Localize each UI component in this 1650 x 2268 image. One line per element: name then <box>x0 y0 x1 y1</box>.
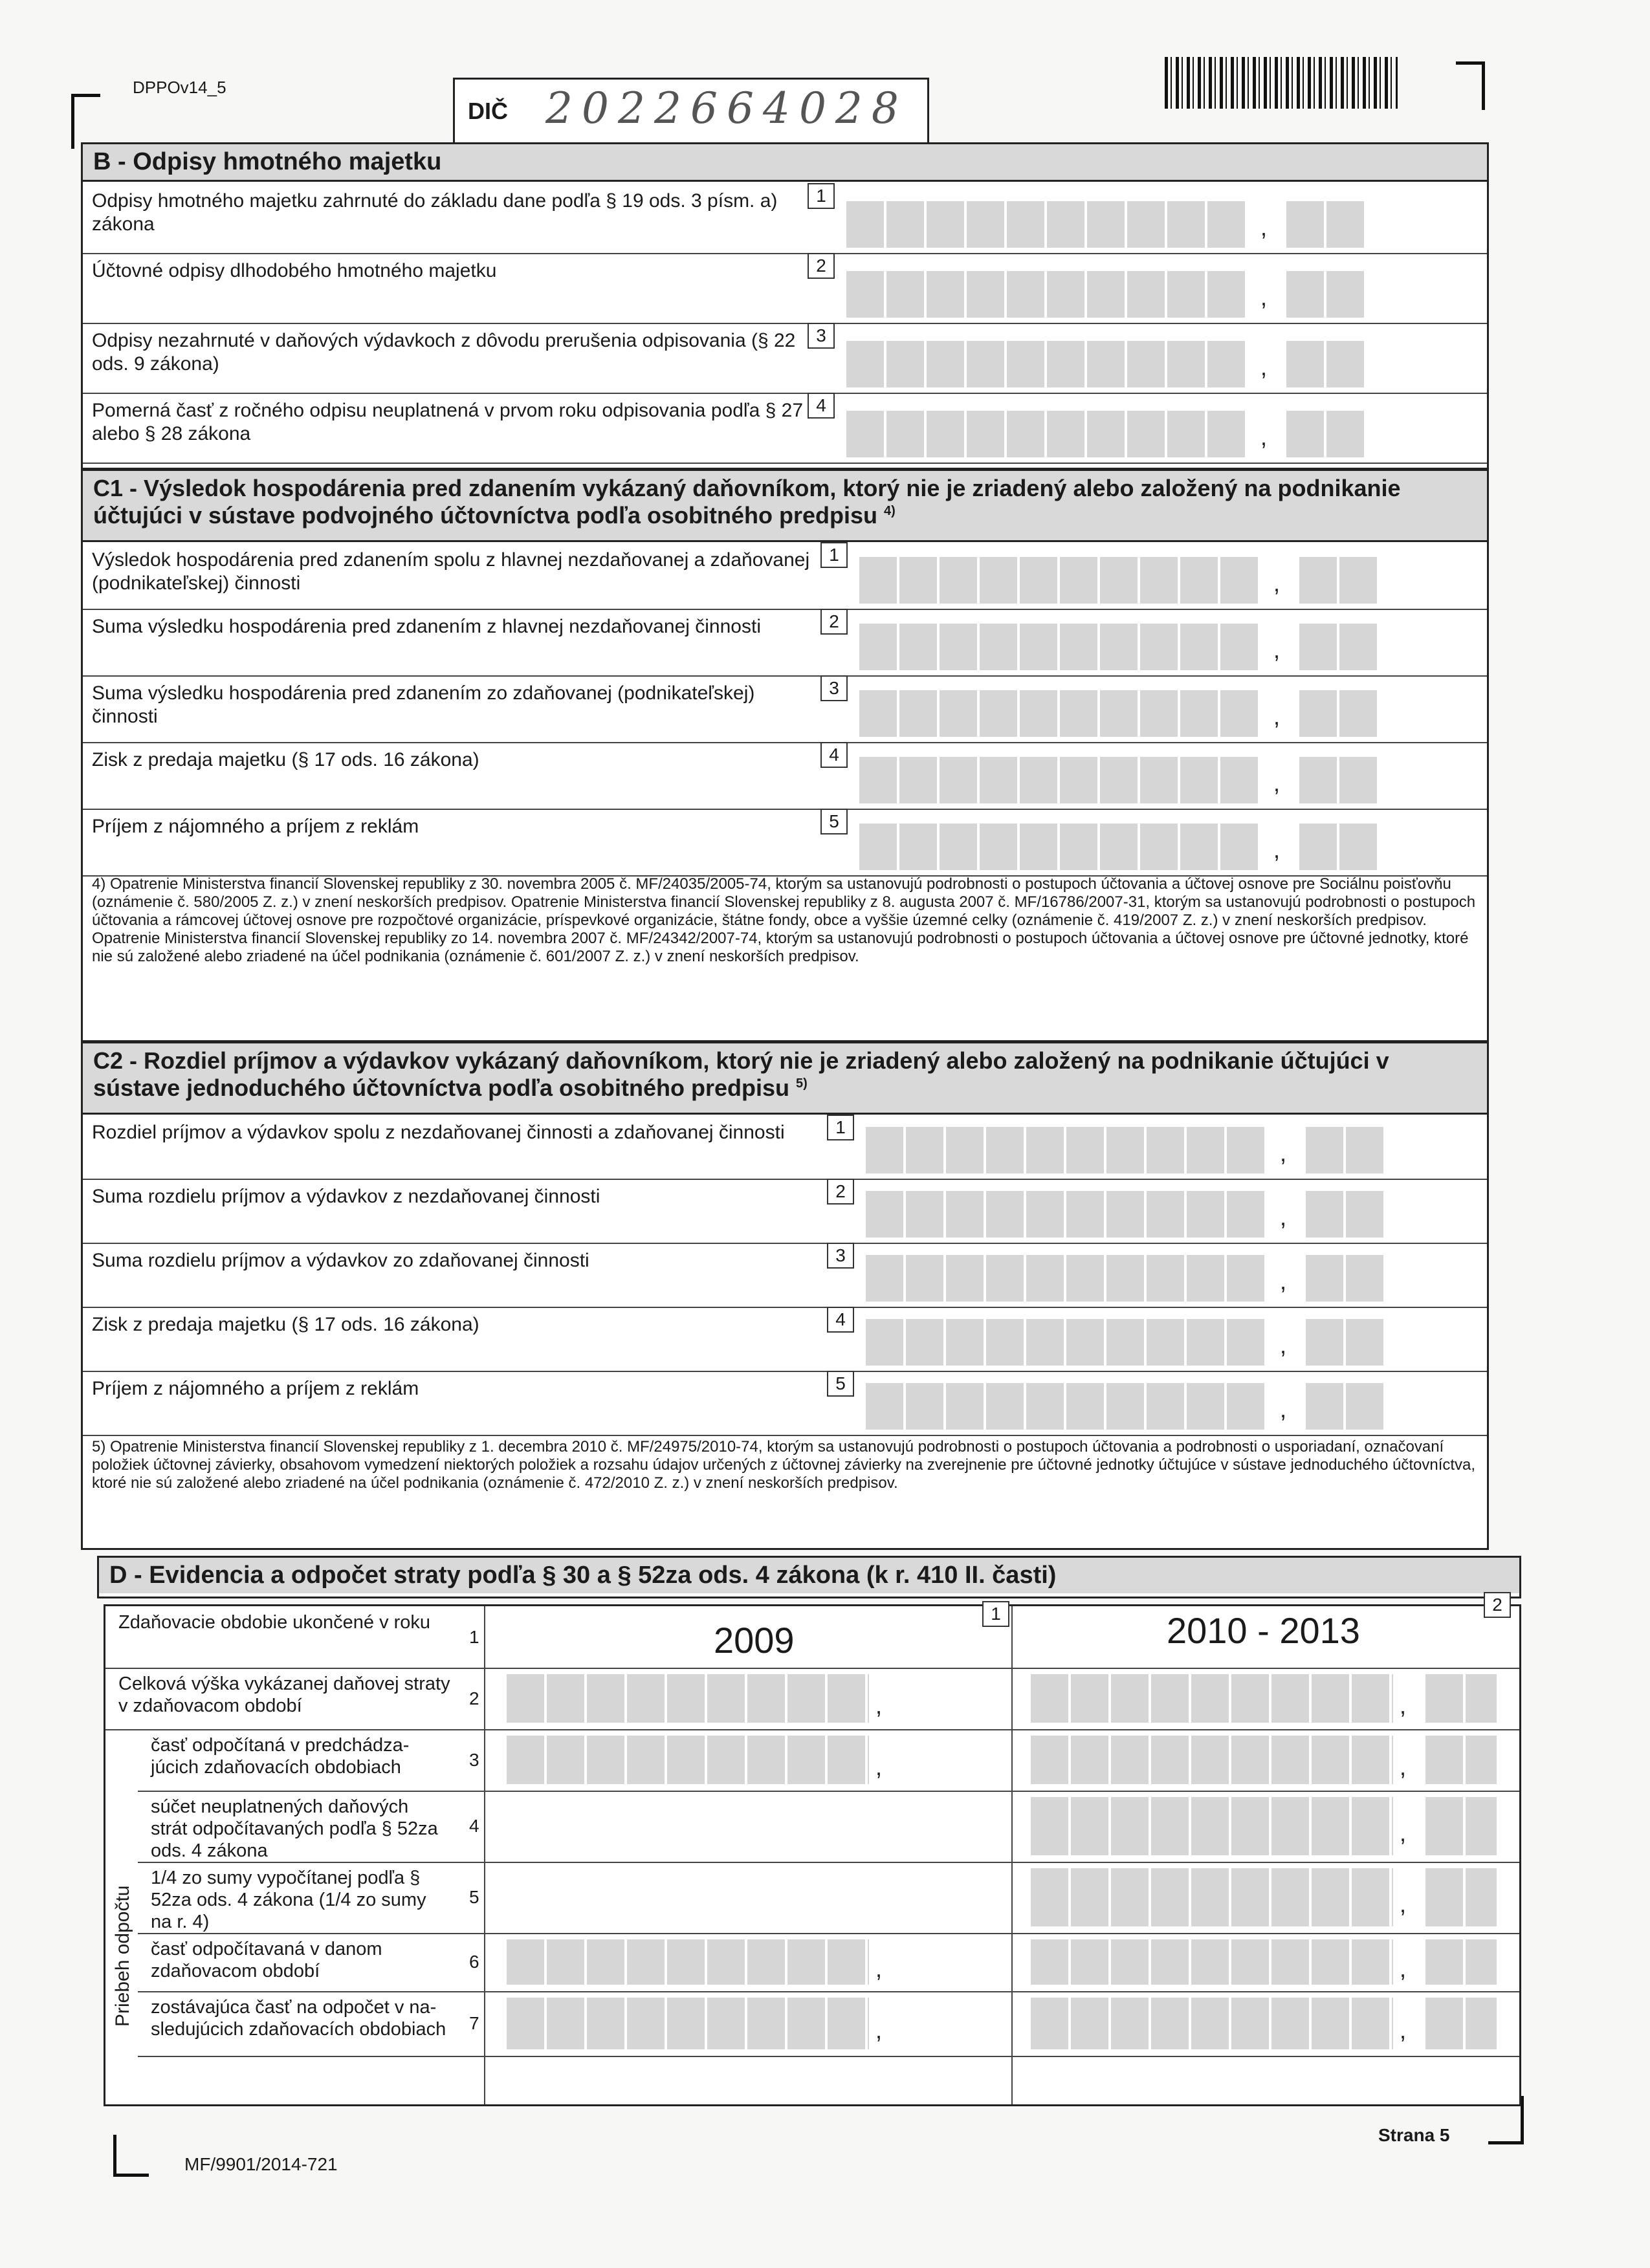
d-decimal-input-col2[interactable] <box>1425 1797 1497 1855</box>
row-number: 2 <box>808 253 835 279</box>
decimal-comma: , <box>1273 703 1281 730</box>
corner-mark-top-left <box>71 94 100 149</box>
decimal-input[interactable] <box>1299 823 1377 870</box>
d-row-number: 4 <box>469 1816 479 1836</box>
section-d-title: D - Evidencia a odpočet straty podľa § 30 a § 52za ods. 4 zákona (k r. 410 II. časti) <box>99 1558 1519 1593</box>
decimal-input[interactable] <box>1306 1191 1383 1238</box>
d-amount-input-col2[interactable] <box>1031 1797 1393 1855</box>
d-amount-input-col2[interactable] <box>1031 1674 1393 1723</box>
d-amount-input-col2[interactable] <box>1031 1939 1393 1985</box>
section-d-table <box>104 1595 1521 2106</box>
decimal-input[interactable] <box>1306 1319 1383 1366</box>
section-b <box>81 142 1489 470</box>
dic-field[interactable] <box>453 78 929 147</box>
decimal-input[interactable] <box>1306 1383 1383 1430</box>
row-label: Suma výsledku hospodárenia pred zdanením z hlavnej nezdaňovanej činnosti <box>92 616 761 637</box>
decimal-comma: , <box>1260 354 1268 380</box>
section-c2-title-text: C2 - Rozdiel príjmov a výdavkov vykázaný daňovníkom, ktorý nie je zriadený alebo založený na podnikanie účtujúci v sústave jednoduchého účtovníctva podľa osobitného predpisu <box>93 1047 1389 1101</box>
section-c2-note: 5) Opatrenie Ministerstva financií Slovenskej republiky z 1. decembra 2010 č. MF/24975/2010-74, ktorým sa ustanovujú podrobnosti o postupoch účtovania a podrobnosti o usporiadaní, označovaní položiek účtovnej závierky, obsahovom vymedzení niektorých položiek a rozsahu údajov určených z účtovnej závierky na zverejnenie pre účtovné jednotky účtujúce v sústave jednoduchého účtovníctva, ktoré nie sú založené alebo zriadené na účel podnikania (oznámenie č. 472/2010 Z. z.) v znení neskorších predpisov. <box>92 1438 1476 1492</box>
dic-value: 2022664028 <box>545 83 908 133</box>
form-row <box>83 323 1487 394</box>
d-table-row <box>138 1991 1519 2057</box>
decimal-comma: , <box>1400 1891 1407 1917</box>
d-row-number: 6 <box>469 1952 479 1972</box>
d-amount-input-col1[interactable] <box>507 1674 869 1723</box>
decimal-comma: , <box>1260 424 1268 450</box>
barcode <box>1165 57 1398 109</box>
d-row-label: časť odpočítavaná v danom zdaňovacom období <box>151 1939 382 1981</box>
decimal-comma: , <box>1260 214 1268 241</box>
d-row-label: súčet neuplatnených daňových strát odpočítavaných podľa § 52za ods. 4 zákona <box>151 1796 438 1861</box>
d-amount-input-col2[interactable] <box>1031 1868 1393 1926</box>
d-amount-input-col1[interactable] <box>507 1998 869 2049</box>
d-amount-input-col1[interactable] <box>507 1736 869 1784</box>
d-year-col1: 2009 <box>714 1620 795 1661</box>
form-row <box>83 809 1487 877</box>
decimal-comma: , <box>875 1753 883 1780</box>
d-row-number: 7 <box>469 2013 479 2033</box>
d-table-row <box>138 1791 1519 1863</box>
amount-input[interactable] <box>859 823 1260 870</box>
row-number: 5 <box>820 809 848 834</box>
decimal-input[interactable] <box>1299 624 1377 670</box>
form-row <box>83 393 1487 464</box>
row-label: Príjem z nájomného a príjem z reklám <box>92 1378 419 1399</box>
decimal-comma: , <box>1400 1820 1407 1846</box>
decimal-comma: , <box>1280 1140 1287 1166</box>
row-number: 1 <box>827 1115 854 1140</box>
form-row <box>83 1179 1487 1244</box>
d-row-number: 2 <box>469 1688 479 1708</box>
form-row <box>83 253 1487 324</box>
amount-input[interactable] <box>846 271 1248 318</box>
form-row <box>83 1243 1487 1308</box>
d-row-number: 5 <box>469 1887 479 1907</box>
row-number: 2 <box>820 609 848 635</box>
decimal-comma: , <box>1273 836 1281 863</box>
amount-input[interactable] <box>846 201 1248 248</box>
decimal-comma: , <box>1400 1753 1407 1780</box>
amount-input[interactable] <box>866 1191 1267 1238</box>
decimal-comma: , <box>1260 284 1268 311</box>
row-label: Rozdiel príjmov a výdavkov spolu z nezdaňovanej činnosti a zdaňovanej činnosti <box>92 1122 785 1143</box>
row-label: Suma rozdielu príjmov a výdavkov z nezdaňovanej činnosti <box>92 1186 600 1207</box>
d-col2-num: 2 <box>1484 1592 1511 1618</box>
dic-label: DIČ <box>468 98 508 124</box>
d-row-label: časť odpočítaná v predchádza-júcich zdaňovacích obdobiach <box>151 1735 410 1778</box>
row-number: 2 <box>827 1179 854 1205</box>
amount-input[interactable] <box>859 557 1260 604</box>
amount-input[interactable] <box>859 690 1260 737</box>
d-side-label: Priebeh odpočtu <box>112 1885 133 2027</box>
row-label: Výsledok hospodárenia pred zdanením spolu z hlavnej nezdaňovanej a zdaňovanej (podnikateľskej) činnosti <box>92 549 810 594</box>
form-row <box>83 742 1487 810</box>
decimal-comma: , <box>875 1692 883 1719</box>
row-number: 3 <box>827 1243 854 1269</box>
row-label: Suma rozdielu príjmov a výdavkov zo zdaňovanej činnosti <box>92 1250 589 1271</box>
decimal-comma: , <box>1273 770 1281 796</box>
decimal-comma: , <box>1280 1332 1287 1358</box>
decimal-comma: , <box>1280 1396 1287 1423</box>
decimal-comma: , <box>1280 1204 1287 1230</box>
row-number: 3 <box>808 323 835 349</box>
decimal-comma: , <box>1273 570 1281 596</box>
footer-page-number: Strana 5 <box>1378 2125 1450 2145</box>
d-amount-input-col2[interactable] <box>1031 1736 1393 1784</box>
d-year-col2: 2010 - 2013 <box>1167 1610 1360 1651</box>
d-decimal-input-col2[interactable] <box>1425 1868 1497 1926</box>
section-d <box>97 1556 1521 1598</box>
d-decimal-input-col2[interactable] <box>1425 1674 1497 1723</box>
d-table-row <box>138 1729 1519 1792</box>
form-row <box>83 675 1487 743</box>
d-row-number: 1 <box>469 1626 479 1647</box>
form-code: DPPOv14_5 <box>133 78 226 97</box>
row-label: Odpisy nezahrnuté v daňových výdavkoch z dôvodu prerušenia odpisovania (§ 22 ods. 9 zákona) <box>92 330 796 375</box>
section-c1-title <box>83 471 1487 542</box>
row-number: 4 <box>808 393 835 419</box>
amount-input[interactable] <box>846 411 1248 457</box>
d-amount-input-col2[interactable] <box>1031 1998 1393 2049</box>
amount-input[interactable] <box>859 624 1260 670</box>
row-label: Suma výsledku hospodárenia pred zdanením zo zdaňovanej (podnikateľskej) činnosti <box>92 682 755 727</box>
row-label: Odpisy hmotného majetku zahrnuté do základu dane podľa § 19 ods. 3 písm. a) zákona <box>92 190 778 235</box>
amount-input[interactable] <box>866 1319 1267 1366</box>
decimal-input[interactable] <box>1299 757 1377 803</box>
form-row <box>83 1307 1487 1372</box>
decimal-comma: , <box>1400 1692 1407 1719</box>
decimal-comma: , <box>1280 1268 1287 1294</box>
decimal-input[interactable] <box>1286 201 1364 248</box>
row-label: Účtovné odpisy dlhodobého hmotného majetku <box>92 260 497 281</box>
row-number: 3 <box>820 675 848 701</box>
form-row <box>83 183 1487 254</box>
form-row <box>83 1371 1487 1436</box>
decimal-input[interactable] <box>1286 341 1364 387</box>
decimal-comma: , <box>1400 2017 1407 2044</box>
decimal-input[interactable] <box>1299 557 1377 604</box>
corner-mark-top-right <box>1456 61 1485 110</box>
d-table-row <box>105 1668 1519 1730</box>
decimal-input[interactable] <box>1286 411 1364 457</box>
row-number: 1 <box>808 183 835 209</box>
decimal-input[interactable] <box>1306 1127 1383 1173</box>
amount-input[interactable] <box>866 1255 1267 1302</box>
section-c2-title <box>83 1043 1487 1115</box>
decimal-input[interactable] <box>1299 690 1377 737</box>
row-label: Zisk z predaja majetku (§ 17 ods. 16 zákona) <box>92 1314 479 1335</box>
d-table-row <box>138 1933 1519 1992</box>
section-b-title: B - Odpisy hmotného majetku <box>83 144 1487 182</box>
amount-input[interactable] <box>866 1383 1267 1430</box>
row-label: Príjem z nájomného a príjem z reklám <box>92 816 419 837</box>
section-c2-footnote-ref: 5) <box>796 1076 808 1091</box>
row-number: 1 <box>820 542 848 568</box>
d-table-row <box>105 1606 1519 1669</box>
section-c1-note: 4) Opatrenie Ministerstva financií Slovenskej republiky z 30. novembra 2005 č. MF/24035/2005-74, ktorým sa ustanovujú podrobnosti o postupoch účtovania a účtovej osnove pre Sociálnu poisťovňu (oznámenie č. 580/2005 Z. z.) v znení neskorších predpisov. Opatrenie Ministerstva financií Slovenskej republiky z 8. augusta 2007 č. MF/16786/2007-31, ktorým sa ustanovujú podrobnosti o postupoch účtovania a rámcovej účtovej osnove pre rozpočtové organizácie, príspevkové organizácie, štátne fondy, obce a vyššie územné celky (oznámenie č. 419/2007 Z. z.) v znení neskorších predpisov. Opatrenie Ministerstva financií Slovenskej republiky zo 14. novembra 2007 č. MF/24342/2007-74, ktorým sa ustanovujú podrobnosti o postupoch účtovania a účtovej osnove pre účtovné jednotky, ktoré nie sú založené alebo zriadené na účel podnikania (oznámenie č. 601/2007 Z. z.) v znení neskorších predpisov. <box>92 875 1476 965</box>
d-amount-input-col1[interactable] <box>507 1939 869 1985</box>
section-c1-footnote-ref: 4) <box>884 504 896 518</box>
d-decimal-input-col2[interactable] <box>1425 1998 1497 2049</box>
decimal-input[interactable] <box>1306 1255 1383 1302</box>
d-row-label: zostávajúca časť na odpočet v na-sledujúcich zdaňovacích obdobiach <box>151 1997 446 2040</box>
row-label: Pomerná časť z ročného odpisu neuplatnená v prvom roku odpisovania podľa § 27 alebo § 28 zákona <box>92 400 804 444</box>
d-row-label: Zdaňovacie obdobie ukončené v roku <box>118 1612 431 1633</box>
row-number: 4 <box>820 742 848 768</box>
amount-input[interactable] <box>866 1127 1267 1173</box>
corner-mark-bottom-left <box>113 2135 149 2177</box>
form-row <box>83 542 1487 610</box>
d-table-row <box>138 1862 1519 1934</box>
d-decimal-input-col2[interactable] <box>1425 1736 1497 1784</box>
amount-input[interactable] <box>859 757 1260 803</box>
d-decimal-input-col2[interactable] <box>1425 1939 1497 1985</box>
row-number: 4 <box>827 1307 854 1333</box>
decimal-input[interactable] <box>1286 271 1364 318</box>
d-row-label: Celková výška vykázanej daňovej straty v zdaňovacom období <box>118 1674 450 1716</box>
row-number: 5 <box>827 1371 854 1397</box>
amount-input[interactable] <box>846 341 1248 387</box>
row-label: Zisk z predaja majetku (§ 17 ods. 16 zákona) <box>92 749 479 770</box>
form-row <box>83 1115 1487 1180</box>
d-col1-num: 1 <box>982 1601 1009 1627</box>
decimal-comma: , <box>1273 637 1281 663</box>
section-c1 <box>81 469 1489 1042</box>
decimal-comma: , <box>875 1956 883 1982</box>
decimal-comma: , <box>875 2017 883 2044</box>
section-c2 <box>81 1041 1489 1550</box>
footer-doc-number: MF/9901/2014-721 <box>184 2154 338 2174</box>
decimal-comma: , <box>1400 1956 1407 1982</box>
d-row-label: 1/4 zo sumy vypočítanej podľa § 52za ods. 4 zákona (1/4 zo sumy na r. 4) <box>151 1868 426 1932</box>
form-row <box>83 609 1487 677</box>
section-c1-title-text: C1 - Výsledok hospodárenia pred zdanením vykázaný daňovníkom, ktorý nie je zriadený alebo založený na podnikanie účtujúci v sústave podvojného účtovníctva podľa osobitného predpisu <box>93 475 1401 529</box>
d-row-number: 3 <box>469 1749 479 1770</box>
